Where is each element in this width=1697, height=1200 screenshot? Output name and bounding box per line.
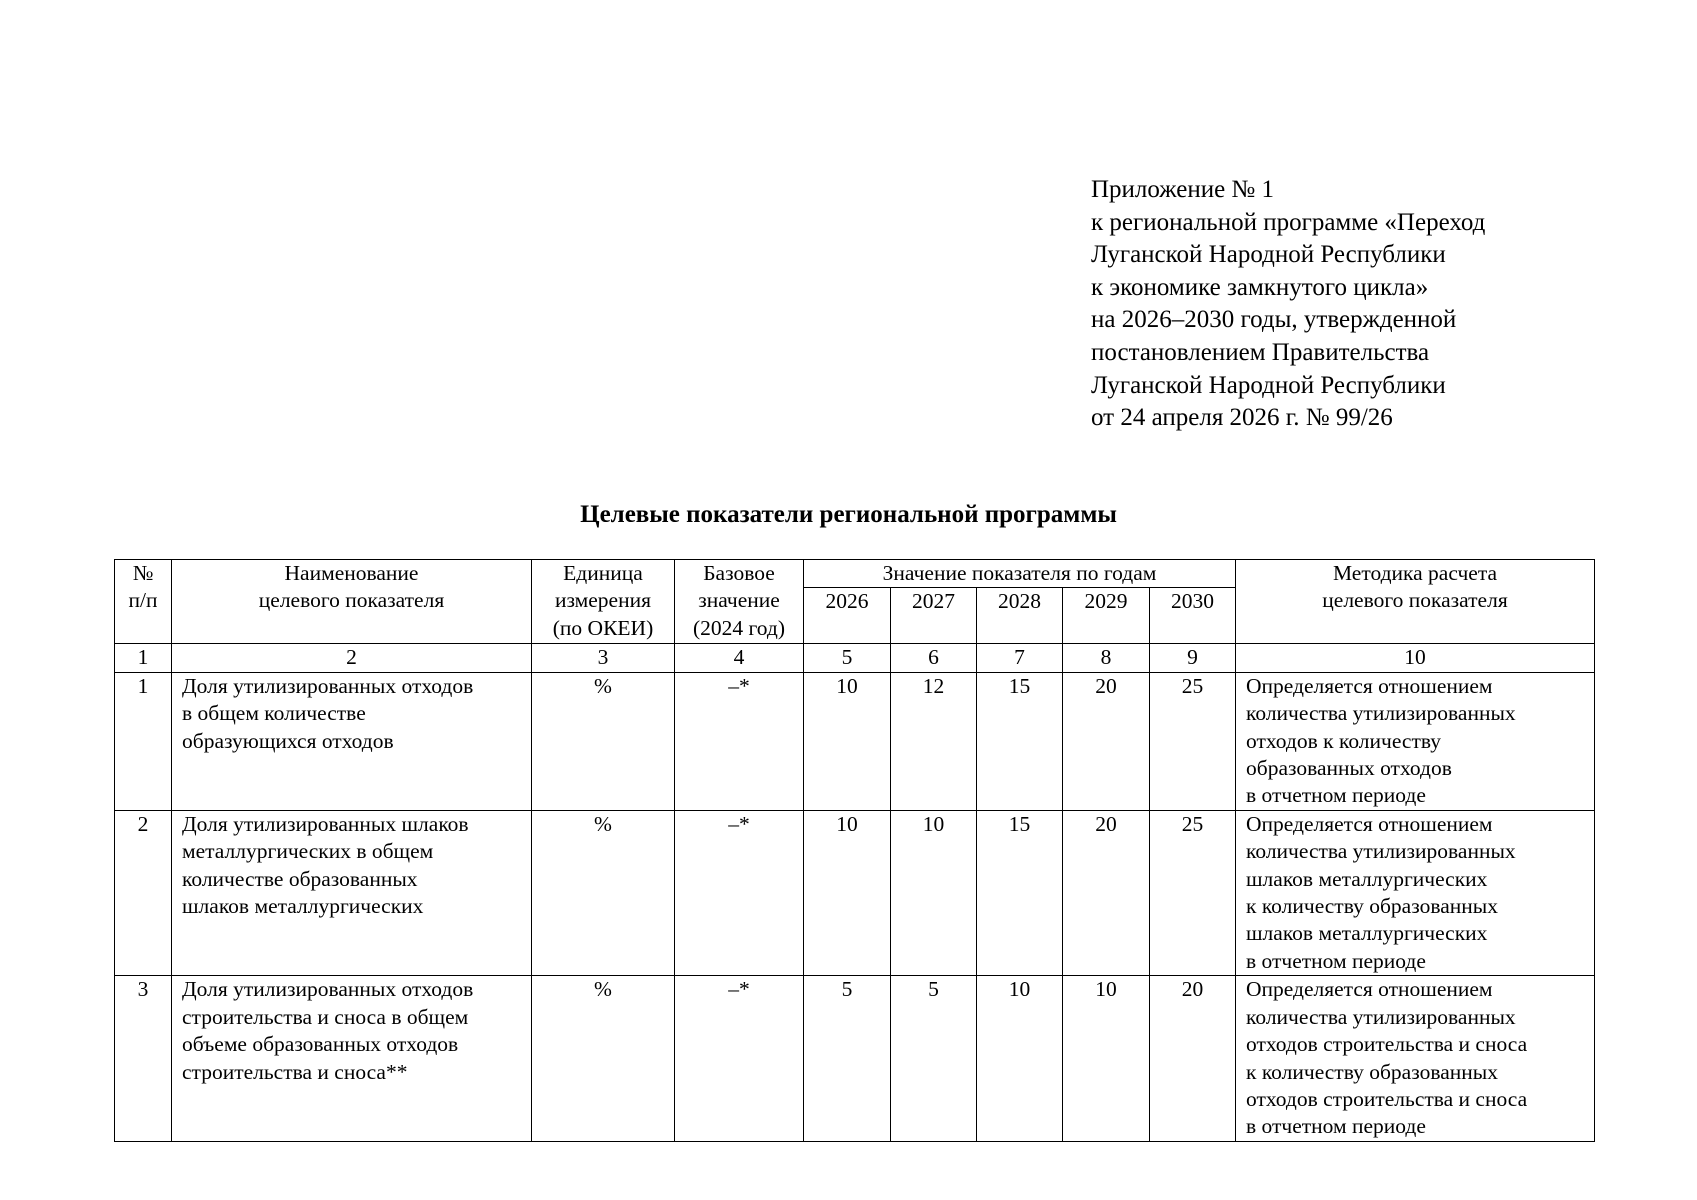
appendix-line: Луганской Народной Республики [1091, 371, 1446, 399]
row-value: 20 [1063, 810, 1150, 975]
row-unit: % [532, 810, 675, 975]
header-text: № [132, 561, 154, 585]
header-base [675, 560, 804, 644]
row-value: 20 [1150, 976, 1236, 1141]
column-number: 3 [532, 644, 675, 672]
table-row [115, 976, 1595, 1141]
row-method-line: к количеству образованных [1246, 1059, 1498, 1084]
header-method [1236, 560, 1595, 644]
row-base: –* [675, 672, 804, 810]
header-text: Единица [563, 561, 643, 585]
header-text: п/п [128, 588, 158, 613]
header-text: Методика расчета [1332, 561, 1498, 585]
row-num: 2 [115, 810, 172, 975]
header-row [115, 560, 1595, 588]
row-method-line: количества утилизированных [1246, 1004, 1516, 1029]
header-text: целевого показателя [258, 588, 445, 613]
row-method [1236, 810, 1595, 975]
column-number: 6 [891, 644, 977, 672]
header-year: 2030 [1150, 588, 1236, 644]
row-name [172, 976, 532, 1141]
row-name-line: Доля утилизированных отходов [182, 673, 474, 698]
header-text: (по ОКЕИ) [552, 615, 654, 640]
row-name-line: строительства и сноса в общем [182, 1004, 469, 1029]
column-number: 2 [172, 644, 532, 672]
row-method-line: Определяется отношением [1246, 977, 1493, 1002]
header-text: Наименование [284, 561, 419, 585]
row-name-line: шлаков металлургических [182, 894, 424, 919]
document-title: Целевые показатели региональной программы [580, 501, 1117, 528]
column-number: 5 [804, 644, 891, 672]
row-name-line: Доля утилизированных шлаков [182, 811, 469, 836]
appendix-line: постановлением Правительства [1091, 338, 1430, 366]
appendix-line: к региональной программе «Переход [1091, 208, 1486, 236]
header-year: 2026 [804, 588, 891, 644]
row-method [1236, 672, 1595, 810]
row-name-line: в общем количестве [182, 701, 366, 726]
row-name-line: количестве образованных [182, 866, 418, 891]
row-name-line: строительства и сноса** [182, 1059, 408, 1084]
row-method-line: в отчетном периоде [1246, 948, 1426, 973]
column-number: 1 [115, 644, 172, 672]
row-method-line: отходов строительства и сноса [1246, 1086, 1528, 1111]
row-name-line: Доля утилизированных отходов [182, 977, 474, 1002]
header-num [115, 560, 172, 644]
appendix-line: Приложение № 1 [1091, 176, 1275, 203]
row-name-line: образующихся отходов [182, 728, 394, 753]
header-year: 2027 [891, 588, 977, 644]
column-number: 8 [1063, 644, 1150, 672]
indicators-table [114, 559, 1595, 1142]
column-number: 7 [977, 644, 1063, 672]
row-base: –* [675, 976, 804, 1141]
row-value: 10 [977, 976, 1063, 1141]
header-unit [532, 560, 675, 644]
row-method-line: образованных отходов [1246, 756, 1452, 781]
row-name [172, 672, 532, 810]
row-value: 20 [1063, 672, 1150, 810]
header-name [172, 560, 532, 644]
appendix-line: от 24 апреля 2026 г. № 99/26 [1091, 404, 1393, 432]
row-name-line: объеме образованных отходов [182, 1032, 459, 1057]
header-values-group: Значение показателя по годам [804, 560, 1236, 588]
row-value: 25 [1150, 672, 1236, 810]
row-method-line: в отчетном периоде [1246, 1114, 1426, 1139]
column-number-row [115, 644, 1595, 672]
table-row [115, 672, 1595, 810]
header-text: Базовое [703, 561, 775, 585]
row-value: 10 [891, 810, 977, 975]
column-number: 4 [675, 644, 804, 672]
row-value: 15 [977, 810, 1063, 975]
column-number: 9 [1150, 644, 1236, 672]
table-row [115, 810, 1595, 975]
header-year: 2029 [1063, 588, 1150, 644]
header-text: значение [698, 588, 780, 613]
row-method-line: Определяется отношением [1246, 811, 1493, 836]
row-value: 5 [891, 976, 977, 1141]
appendix-line: к экономике замкнутого цикла» [1091, 273, 1429, 301]
appendix-line: Луганской Народной Республики [1091, 241, 1446, 269]
row-unit: % [532, 976, 675, 1141]
row-base: –* [675, 810, 804, 975]
row-value: 10 [1063, 976, 1150, 1141]
row-num: 3 [115, 976, 172, 1141]
row-method-line: шлаков металлургических [1246, 921, 1488, 946]
appendix-block [1091, 174, 1485, 435]
row-value: 25 [1150, 810, 1236, 975]
header-text: измерения [554, 588, 652, 613]
row-method-line: количества утилизированных [1246, 701, 1516, 726]
row-name-line: металлургических в общем [182, 839, 434, 864]
row-num: 1 [115, 672, 172, 810]
row-value: 15 [977, 672, 1063, 810]
row-value: 5 [804, 976, 891, 1141]
row-method-line: шлаков металлургических [1246, 866, 1488, 891]
row-unit: % [532, 672, 675, 810]
row-name [172, 810, 532, 975]
header-text: (2024 год) [692, 615, 786, 640]
row-method [1236, 976, 1595, 1141]
header-text: целевого показателя [1322, 588, 1508, 613]
row-method-line: к количеству образованных [1246, 894, 1498, 919]
row-value: 12 [891, 672, 977, 810]
row-method-line: Определяется отношением [1246, 673, 1493, 698]
column-number: 10 [1236, 644, 1595, 672]
row-method-line: отходов к количеству [1246, 728, 1442, 753]
row-method-line: количества утилизированных [1246, 839, 1516, 864]
row-value: 10 [804, 810, 891, 975]
header-year: 2028 [977, 588, 1063, 644]
row-value: 10 [804, 672, 891, 810]
row-method-line: отходов строительства и сноса [1246, 1032, 1528, 1057]
appendix-line: на 2026–2030 годы, утвержденной [1091, 306, 1457, 334]
row-method-line: в отчетном периоде [1246, 783, 1426, 808]
